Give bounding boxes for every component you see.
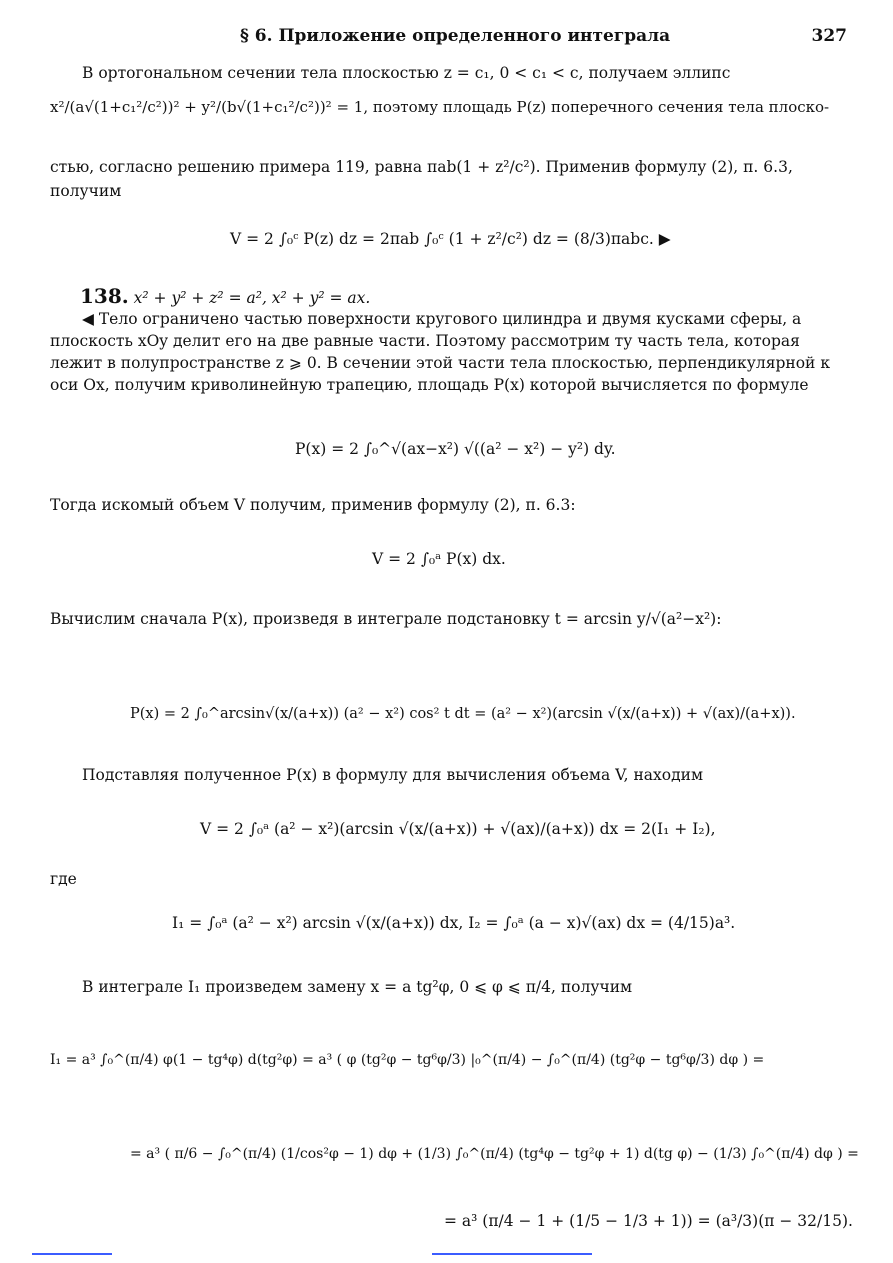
- footer-link-underline-right: [432, 1253, 592, 1255]
- paragraph-2-line-3: лежит в полупространстве z ⩾ 0. В сечении этой части тела плоскостью, перпендикулярной к: [50, 354, 831, 372]
- equation-i1-i2: I₁ = ∫₀ᵃ (a² − x²) arcsin √(x/(a+x)) dx, I₂ = ∫₀ᵃ (a − x)√(ax) dx = (4/15)a³.: [172, 914, 736, 932]
- paragraph-5: Подставляя полученное P(x) в формулу для вычисления объема V, находим: [82, 766, 704, 784]
- paragraph-2-line-1: ◀ Тело ограничено частью поверхности кругового цилиндра и двумя кусками сферы, а: [82, 310, 802, 328]
- equation-px-integral: P(x) = 2 ∫₀^√(ax−x²) √((a² − x²) − y²) dy.: [295, 440, 616, 458]
- paragraph-2-line-2: плоскость xOy делит его на две равные части. Поэтому рассмотрим ту часть тела, которая: [50, 332, 800, 350]
- problem-heading: [80, 284, 370, 308]
- paragraph-1-line-4: получим: [50, 182, 122, 200]
- page-number: 327: [811, 26, 847, 46]
- equation-i1-step-1: I₁ = a³ ∫₀^(π/4) φ(1 − tg⁴φ) d(tg²φ) = a³ ( φ (tg²φ − tg⁶φ/3) |₀^(π/4) − ∫₀^(π/4) (tg²φ − tg⁶φ/3) dφ ) =: [50, 1052, 765, 1068]
- paragraph-7: В интеграле I₁ произведем замену x = a tg²φ, 0 ⩽ φ ⩽ π/4, получим: [82, 978, 633, 996]
- paragraph-3: Тогда искомый объем V получим, применив формулу (2), п. 6.3:: [50, 496, 576, 514]
- equation-i1-result: = a³ (π/4 − 1 + (1/5 − 1/3 + 1)) = (a³/3)(π − 32/15).: [444, 1212, 853, 1230]
- section-title: § 6. Приложение определенного интеграла: [240, 26, 671, 46]
- equation-px-result: P(x) = 2 ∫₀^arcsin√(x/(a+x)) (a² − x²) cos² t dt = (a² − x²)(arcsin √(x/(a+x)) + √(ax)/(a+x)).: [130, 706, 796, 722]
- equation-volume-ellipsoid: V = 2 ∫₀ᶜ P(z) dz = 2πab ∫₀ᶜ (1 + z²/c²) dz = (8/3)πabc. ▶: [230, 230, 671, 248]
- problem-statement: x² + y² + z² = a², x² + y² = ax.: [133, 289, 371, 307]
- paragraph-6: где: [50, 870, 77, 888]
- paragraph-1-line-1: В ортогональном сечении тела плоскостью z = c₁, 0 < c₁ < c, получаем эллипс: [82, 64, 731, 82]
- paragraph-4: Вычислим сначала P(x), произведя в интеграле подстановку t = arcsin y/√(a²−x²):: [50, 610, 722, 628]
- paragraph-1-line-2: x²/(a√(1+c₁²/c²))² + y²/(b√(1+c₁²/c²))² = 1, поэтому площадь P(z) поперечного сечения тела плоско-: [50, 98, 830, 116]
- paragraph-2-line-4: оси Ox, получим криволинейную трапецию, площадь P(x) которой вычисляется по формуле: [50, 376, 809, 394]
- equation-volume-split: V = 2 ∫₀ᵃ (a² − x²)(arcsin √(x/(a+x)) + √(ax)/(a+x)) dx = 2(I₁ + I₂),: [200, 820, 716, 838]
- footer-link-underline-left: [32, 1253, 112, 1255]
- problem-number: 138.: [80, 284, 129, 308]
- running-header: [0, 22, 893, 50]
- equation-volume-px: V = 2 ∫₀ᵃ P(x) dx.: [372, 550, 506, 568]
- paragraph-1-line-3: стью, согласно решению примера 119, равна πab(1 + z²/c²). Применив формулу (2), п. 6.3,: [50, 158, 793, 176]
- equation-i1-step-2: = a³ ( π/6 − ∫₀^(π/4) (1/cos²φ − 1) dφ + (1/3) ∫₀^(π/4) (tg⁴φ − tg²φ + 1) d(tg φ) − (1/3) ∫₀^(π/4) dφ ) =: [130, 1146, 859, 1162]
